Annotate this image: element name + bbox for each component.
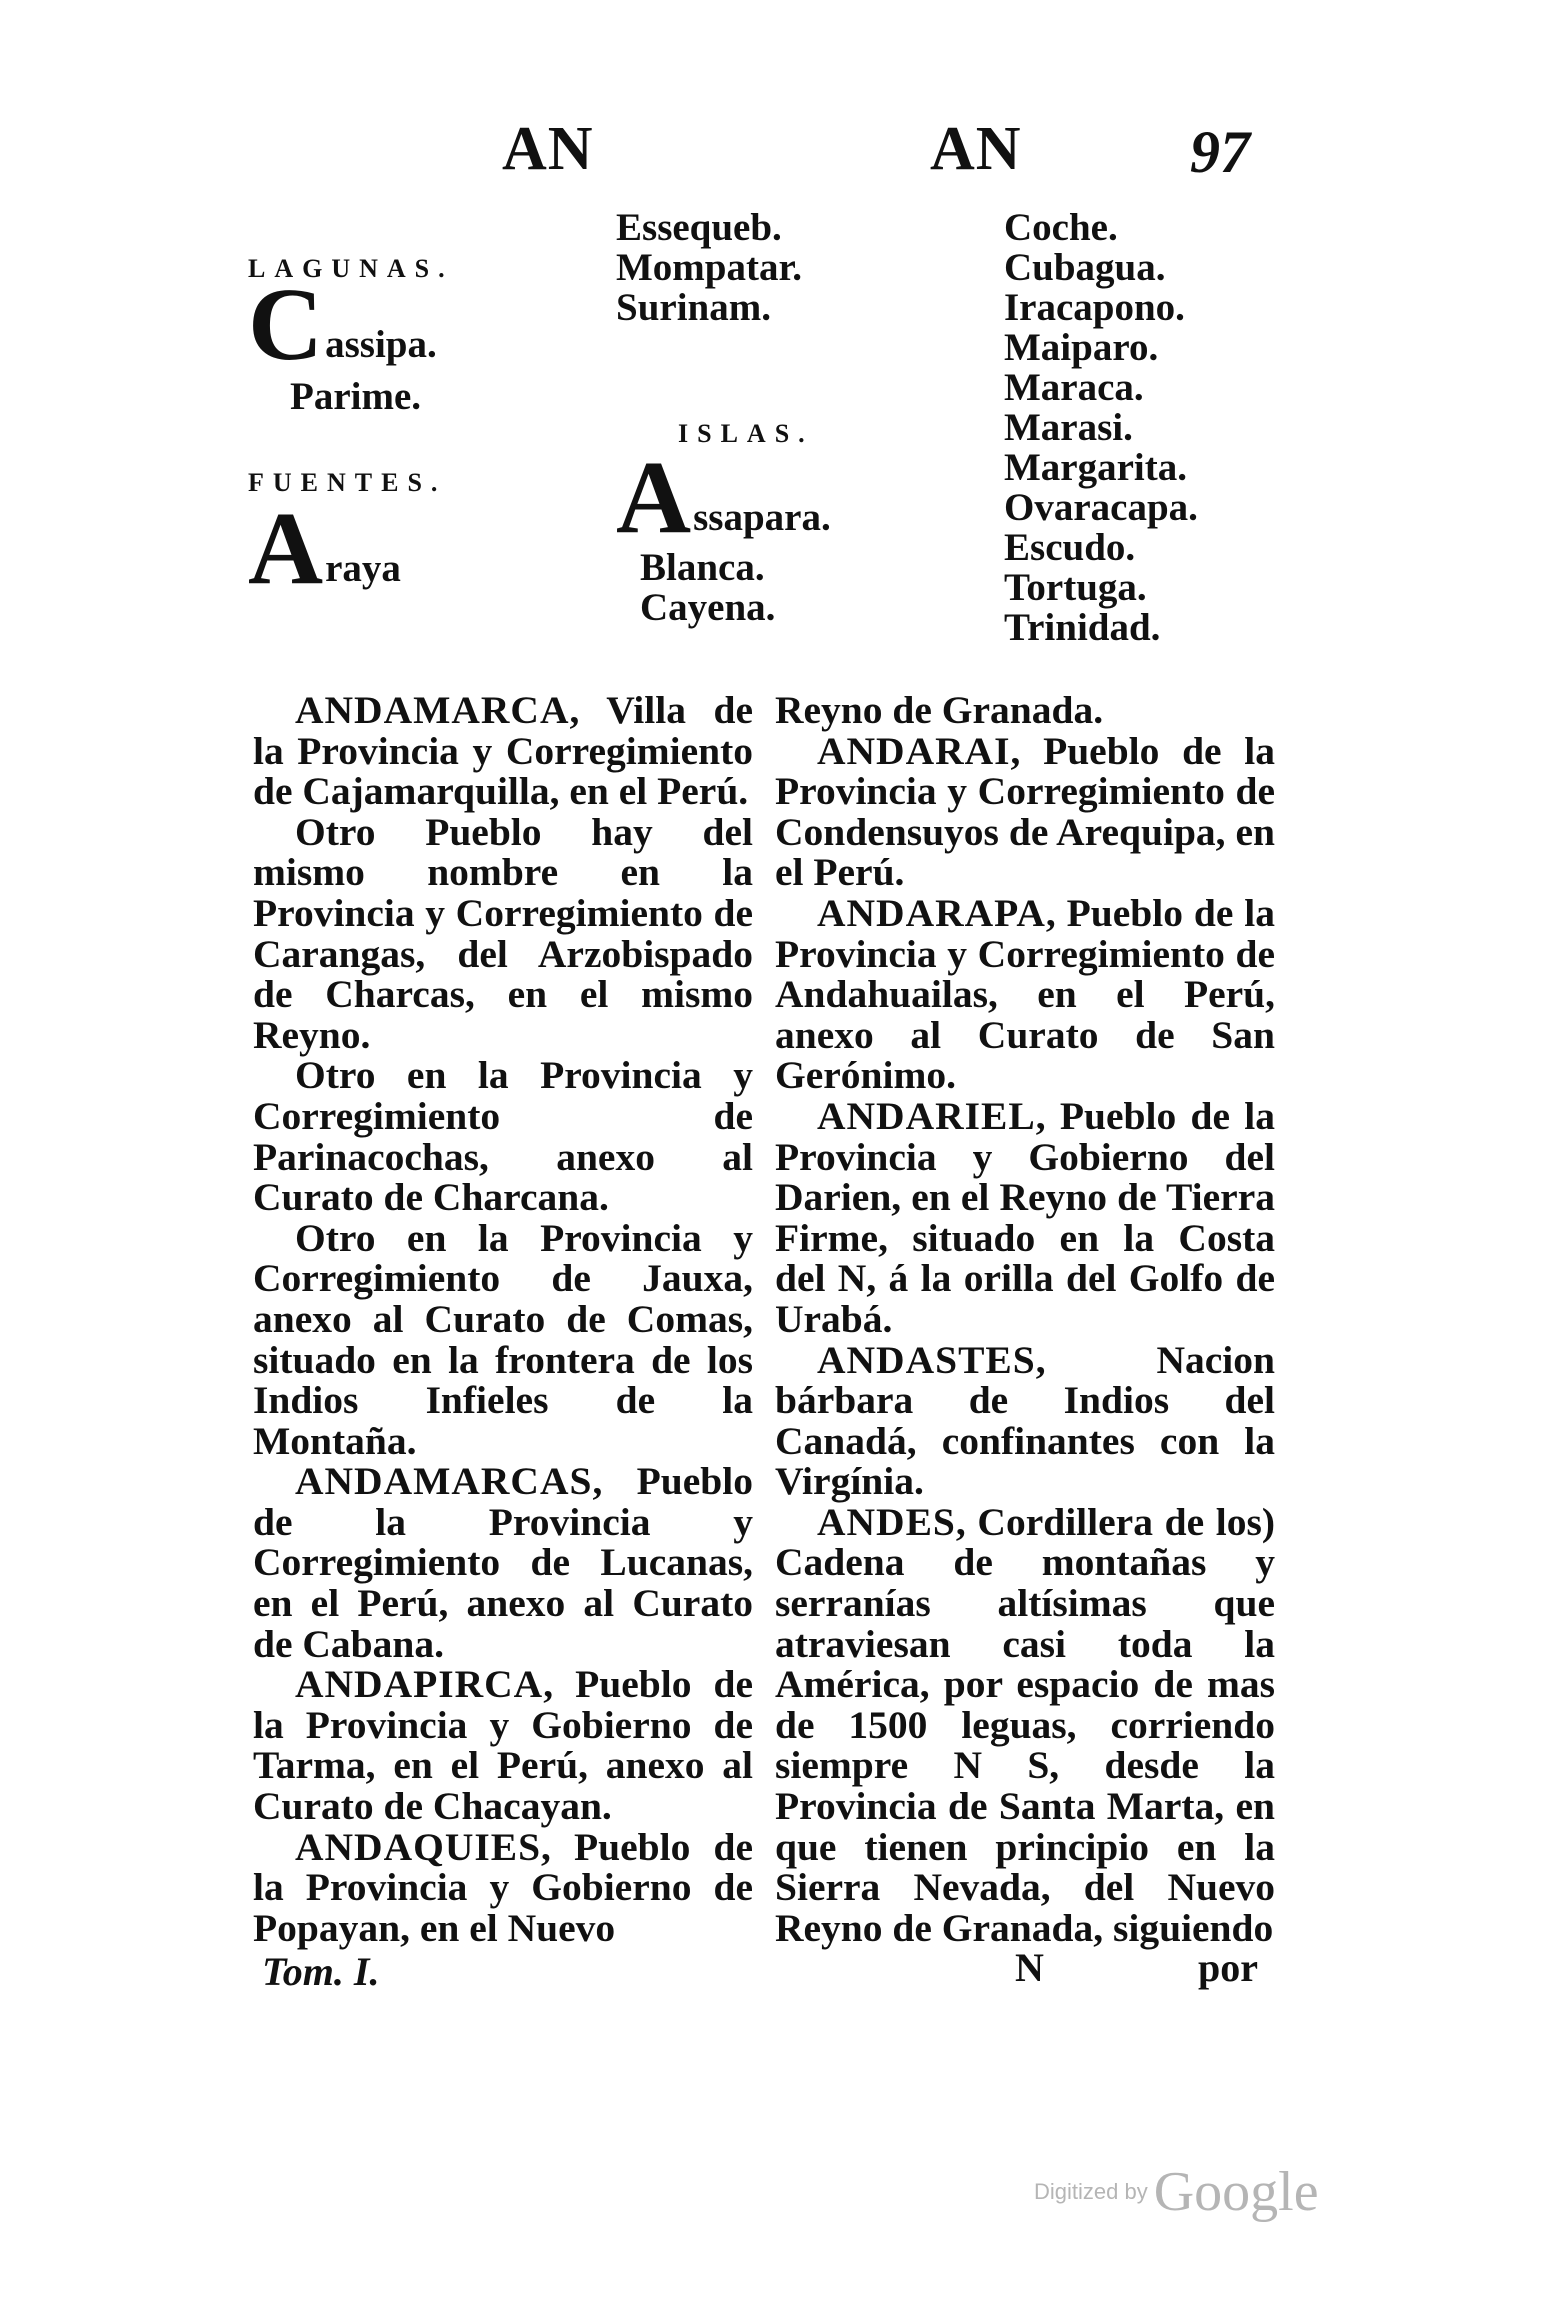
running-head-right: AN: [930, 115, 1022, 183]
headword: ANDASTES: [817, 1337, 1036, 1382]
entry-paragraph: Otro en la Provincia y Corregimiento de Parinacochas, anexo al Curato de Charcana.: [253, 1053, 753, 1220]
section-heading-fuentes: FUENTES.: [248, 468, 447, 497]
headword: ANDARIEL: [817, 1093, 1036, 1138]
entry-andamarca: ANDAMARCA, Villa de la Provincia y Corregimiento de Cajamarquilla, en el Perú.: [253, 688, 753, 814]
headword: ANDARAPA: [817, 890, 1046, 935]
signature-mark: Tom. I.: [262, 1949, 380, 1994]
text-column-right: [775, 690, 1275, 1948]
headword: ANDAPIRCA: [295, 1662, 544, 1707]
entry-continuation: Reyno de Granada.: [775, 688, 1104, 732]
headword: ANDAMARCAS: [295, 1459, 593, 1504]
index-entry-parime: Parime.: [290, 375, 422, 418]
watermark-small-text: Digitized by: [1034, 2179, 1148, 2204]
google-logo: Google: [1153, 2161, 1319, 2223]
drop-cap: A: [248, 491, 324, 606]
catchword: por: [1198, 1945, 1258, 1990]
digitized-watermark: [1034, 2160, 1319, 2224]
headword: ANDARAI: [817, 728, 1011, 773]
headword: ANDAMARCA: [295, 688, 570, 732]
index-entry-assapara: Assapara.: [616, 440, 831, 555]
running-head-left: AN: [502, 115, 594, 183]
entry-andariel: ANDARIEL, Pueblo de la Provincia y Gobierno del Darien, en el Reyno de Tierra Firme, situado en la Costa del N, á la orilla del Golfo de Urabá.: [775, 1093, 1275, 1341]
index-entry: Essequeb.: [616, 206, 782, 249]
section-heading-lagunas: LAGUNAS.: [248, 254, 454, 283]
entry-andamarcas: ANDAMARCAS, Pueblo de la Provincia y Corregimiento de Lucanas, en el Perú, anexo al Curato de Cabana.: [253, 1459, 753, 1666]
index-entry: Trinidad.: [1004, 606, 1161, 649]
index-entry: Maiparo.: [1004, 326, 1159, 369]
index-entry: Cayena.: [640, 586, 776, 629]
index-entry: Mompatar.: [616, 246, 802, 289]
headword: ANDES: [817, 1499, 956, 1544]
index-entry: Surinam.: [616, 286, 771, 329]
entry-paragraph: Otro en la Provincia y Corregimiento de Jauxa, anexo al Curato de Comas, situado en la frontera de los Indios Infieles de la Montaña.: [253, 1215, 753, 1463]
entry-andaquies: ANDAQUIES, Pueblo de la Provincia y Gobierno de Popayan, en el Nuevo: [253, 1824, 753, 1950]
index-entry: Ovaracapa.: [1004, 486, 1198, 529]
index-column-3: [1004, 208, 1198, 648]
signature-letter: N: [1015, 1945, 1044, 1990]
index-entry: Marasi.: [1004, 406, 1133, 449]
index-entry: Maraca.: [1004, 366, 1144, 409]
index-entry: Escudo.: [1004, 526, 1136, 569]
index-column-1: [248, 245, 454, 606]
entry-paragraph: Otro Pueblo hay del mismo nombre en la Provincia y Corregimiento de Carangas, del Arzobispado de Charcas, en el mismo Reyno.: [253, 809, 753, 1057]
entry-andastes: ANDASTES, Nacion bárbara de Indios del Canadá, confinantes con la Virgínia.: [775, 1337, 1275, 1504]
headword: ANDAQUIES: [295, 1824, 542, 1869]
entry-andarapa: ANDARAPA, Pueblo de la Provincia y Corregimiento de Andahuailas, en el Perú, anexo al Curato de San Gerónimo.: [775, 890, 1275, 1098]
text-column-left: [253, 690, 753, 1948]
entry-andarai: ANDARAI, Pueblo de la Provincia y Corregimiento de Condensuyos de Arequipa, en el Perú.: [775, 728, 1275, 895]
entry-andapirca: ANDAPIRCA, Pueblo de la Provincia y Gobierno de Tarma, en el Perú, anexo al Curato de Chacayan.: [253, 1662, 753, 1829]
index-entry: Iracapono.: [1004, 286, 1185, 329]
index-entry: Blanca.: [640, 546, 765, 589]
index-entry-araya: Araya: [248, 491, 401, 606]
index-entry: Margarita.: [1004, 446, 1188, 489]
entry-andes: ANDES, Cordillera de los) Cadena de montañas y serranías altísimas que atraviesan casi toda la América, por espacio de mas de 1500 leguas, corriendo siempre N S, desde la Provincia de Santa Marta, en que tienen principio en la Sierra Nevada, del Nuevo Reyno de Granada, siguiendo: [775, 1499, 1275, 1950]
index-entry: Cubagua.: [1004, 246, 1166, 289]
drop-cap: C: [248, 267, 324, 382]
index-entry: Coche.: [1004, 206, 1118, 249]
section-heading-islas: ISLAS.: [678, 419, 814, 448]
index-entry: Tortuga.: [1004, 566, 1147, 609]
drop-cap: A: [616, 440, 692, 555]
page-number: 97: [1190, 119, 1250, 185]
index-entry-cassipa: Cassipa.: [248, 267, 437, 382]
index-column-2: [616, 208, 831, 628]
